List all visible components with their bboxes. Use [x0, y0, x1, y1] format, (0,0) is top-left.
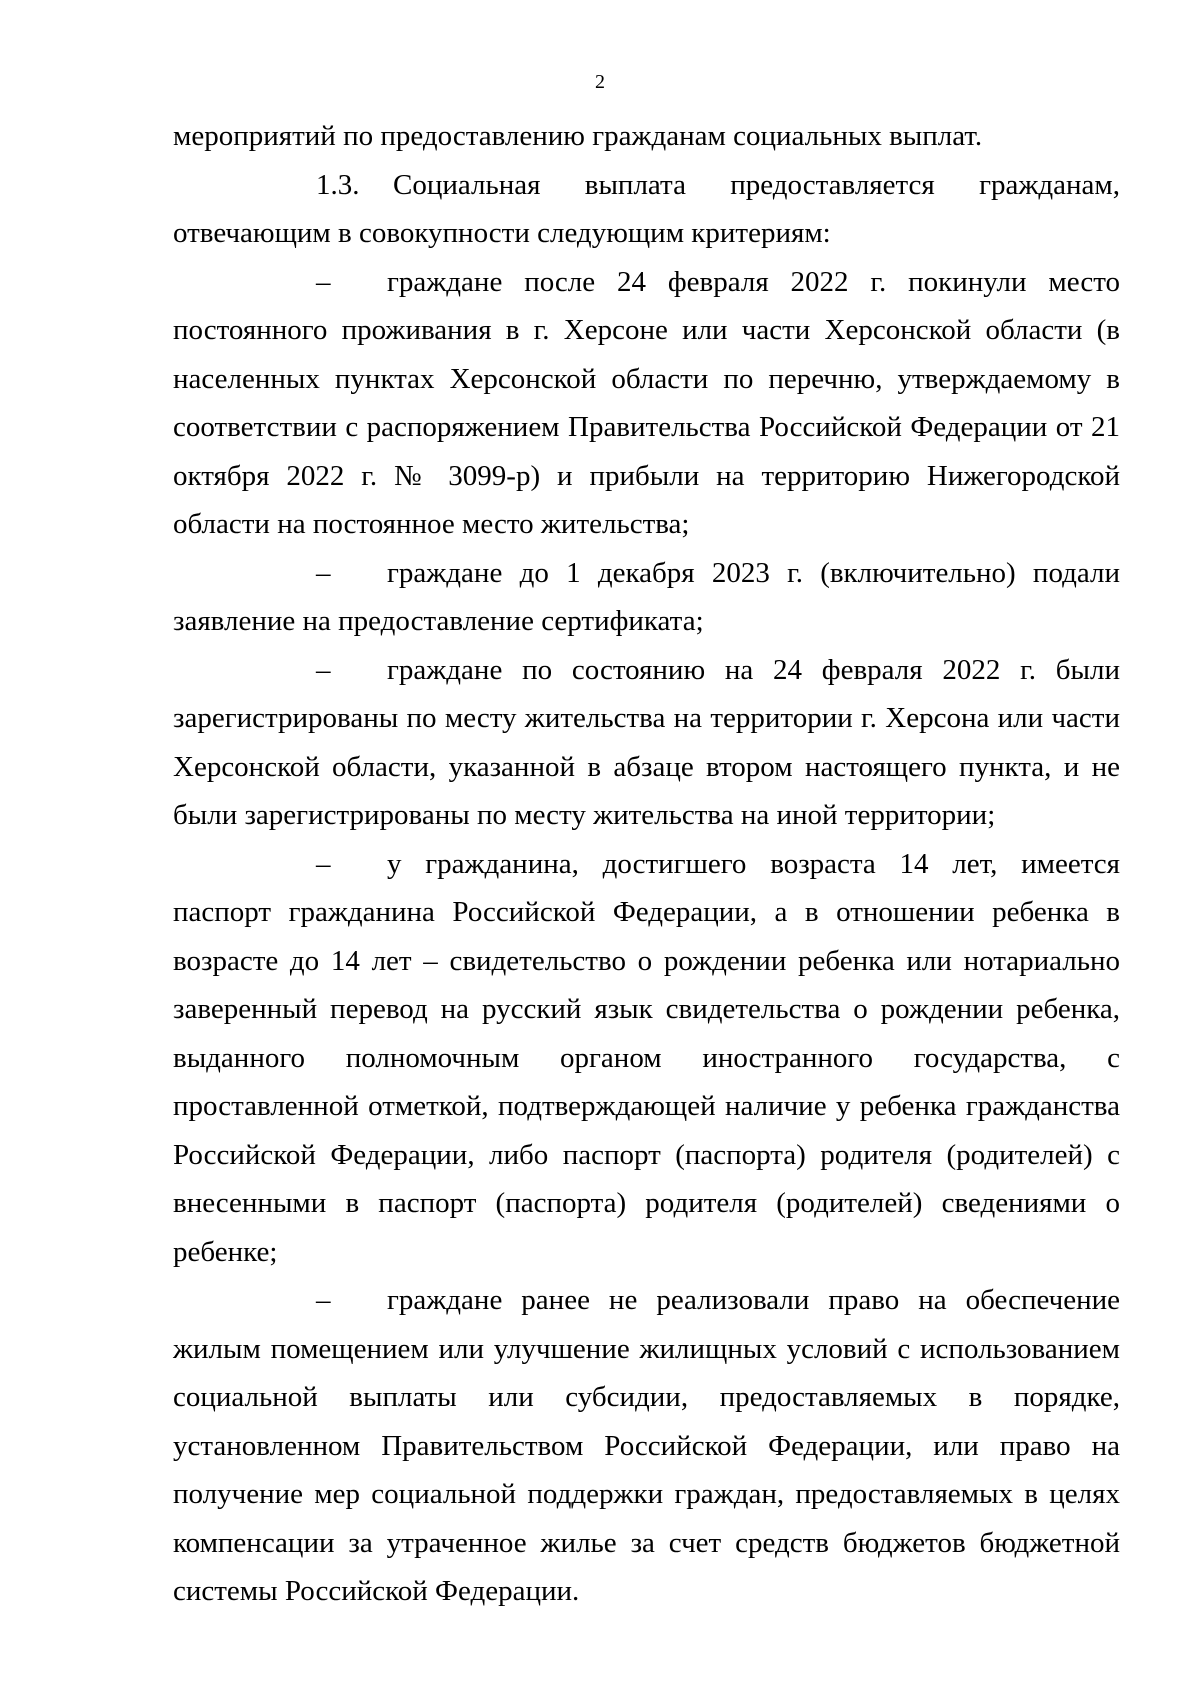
criterion-item [173, 840, 1120, 1277]
page-number: 2 [595, 71, 605, 93]
paragraph-text: граждане после 24 февраля 2022 г. покинули место постоянного проживания в г. Херсоне или части Херсонской области (в населенных пунктах Херсонской области по перечню, утверждаемому в соответствии с распоряжением Правительства Российской Федерации от 21 октября 2022 г. № 3099-р) и прибыли на территорию Нижегородской области на постоянное место жительства; [173, 265, 1120, 540]
list-dash: – [316, 556, 331, 589]
list-dash: – [316, 1284, 331, 1316]
list-dash: – [316, 265, 331, 298]
criterion-item [173, 646, 1120, 840]
criterion-item [173, 1276, 1120, 1616]
paragraph-text: граждане до 1 декабря 2023 г. (включительно) подали заявление на предоставление сертификата; [173, 556, 1120, 637]
list-dash: – [316, 653, 331, 686]
clause-1-3 [173, 161, 1120, 258]
paragraph-continuation [173, 112, 1120, 161]
paragraph-text: граждане ранее не реализовали право на обеспечение жилым помещением или улучшение жилищных условий с использованием социальной выплаты или субсидии, предоставляемых в порядке, установленном Правительством Российской Федерации, или право на получение мер социальной поддержки граждан, предоставляемых в целях компенсации за утраченное жилье за счет средств бюджетов бюджетной системы Российской Федерации. [173, 1284, 1120, 1607]
paragraph-text: у гражданина, достигшего возраста 14 лет, имеется паспорт гражданина Российской Федерации, а в отношении ребенка в возрасте до 14 лет – свидетельство о рождении ребенка или нотариально заверенный перевод на русский язык свидетельства о рождении ребенка, выданного полномочным органом иностранного государства, с проставленной отметкой, подтверждающей наличие у ребенка гражданства Российской Федерации, либо паспорт (паспорта) родителя (родителей) с внесенными в паспорт (паспорта) родителя (родителей) сведениями о ребенке; [173, 847, 1120, 1268]
paragraph-text: Социальная выплата предоставляется гражданам, отвечающим в совокупности следующим критериям: [173, 168, 1120, 249]
criterion-item [173, 258, 1120, 549]
criterion-item [173, 549, 1120, 646]
paragraph-text: граждане по состоянию на 24 февраля 2022 г. были зарегистрированы по месту жительства на территории г. Херсона или части Херсонской области, указанной в абзаце втором настоящего пункта, и не были зарегистрированы по месту жительства на иной территории; [173, 653, 1120, 831]
list-dash: – [316, 847, 331, 880]
clause-number: 1.3. [316, 168, 360, 201]
document-body [173, 112, 1120, 1616]
paragraph-text: мероприятий по предоставлению гражданам социальных выплат. [173, 120, 983, 152]
